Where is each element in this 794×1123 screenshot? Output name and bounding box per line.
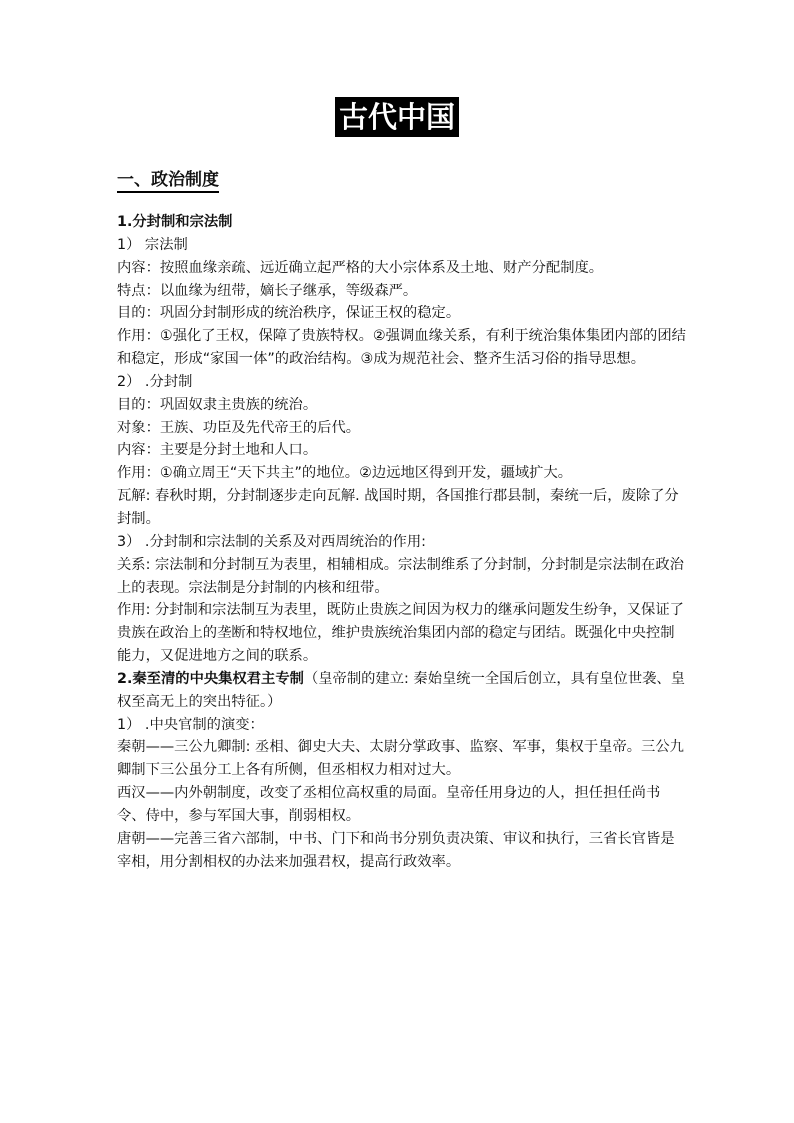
paragraph-text: 关系: 宗法制和分封制互为表里，相辅相成。宗法制维系了分封制，分封制是宗法制在政治上的表现。宗法制是分封制的内核和纽带。 — [117, 556, 684, 596]
paragraph-text: 秦朝——三公九卿制: 丞相、御史大夫、太尉分掌政事、监察、军事，集权于皇帝。三公九卿制下三公虽分工上各有所侧，但丞相权力相对过大。 — [117, 739, 684, 779]
paragraph — [117, 485, 687, 531]
paragraph-text: 唐朝——完善三省六部制，中书、门下和尚书分别负责决策、审议和执行，三省长官皆是宰相，用分割相权的办法来加强君权，提高行政效率。 — [117, 830, 675, 870]
paragraph — [117, 257, 687, 280]
section-heading: 一、政治制度 — [117, 167, 219, 193]
subheading-text: 1.分封制和宗法制 — [117, 214, 233, 230]
paragraph — [117, 211, 687, 234]
paragraph — [117, 599, 687, 668]
paragraph — [117, 394, 687, 417]
paragraph — [117, 531, 687, 554]
paragraph — [117, 439, 687, 462]
paragraph-text: 作用：①强化了王权，保障了贵族特权。②强调血缘关系，有利于统治集体集团内部的团结和稳定，形成“家国一体”的政治结构。③成为规范社会、整齐生活习俗的指导思想。 — [117, 328, 686, 368]
paragraph-text: 3） .分封制和宗法制的关系及对西周统治的作用: — [117, 533, 426, 550]
subheading-note: （皇帝制的建立: 秦始皇统一全国后创立，具有皇位世袭、皇权至高无上的突出特征。） — [117, 670, 686, 710]
paragraph-text: 瓦解: 春秋时期，分封制逐步走向瓦解. 战国时期，各国推行郡县制，秦统一后，废除了分封制。 — [117, 488, 679, 527]
paragraph — [117, 234, 687, 257]
paragraph — [117, 554, 687, 600]
paragraph-text: 西汉——内外朝制度，改变了丞相位高权重的局面。皇帝任用身边的人，担任担任尚书令、侍中，参与军国大事，削弱相权。 — [117, 785, 661, 824]
paragraph-text: 2） .分封制 — [117, 373, 193, 390]
paragraph-text: 内容：按照血缘亲疏、远近确立起严格的大小宗体系及土地、财产分配制度。 — [117, 259, 604, 276]
title-area — [0, 97, 794, 137]
page-title: 古代中国 — [335, 97, 459, 137]
paragraph — [117, 371, 687, 394]
paragraph-text: 1） .中央官制的演变： — [117, 716, 264, 733]
paragraph — [117, 302, 687, 325]
paragraph — [117, 280, 687, 303]
paragraph — [117, 714, 687, 737]
paragraph-text: 作用：①确立周王“天下共主”的地位。②边远地区得到开发，疆域扩大。 — [117, 465, 573, 482]
document-body — [117, 211, 687, 873]
paragraph — [117, 462, 687, 485]
paragraph — [117, 417, 687, 440]
paragraph-text: 对象：王族、功臣及先代帝王的后代。 — [117, 419, 361, 436]
paragraph — [117, 828, 687, 874]
paragraph — [117, 668, 687, 714]
paragraph — [117, 782, 687, 828]
paragraph — [117, 325, 687, 371]
subheading-text: 2.秦至清的中央集权君主专制 — [117, 670, 304, 687]
paragraph-text: 特点：以血缘为纽带，嫡长子继承，等级森严。 — [117, 282, 418, 299]
paragraph-text: 作用: 分封制和宗法制互为表里，既防止贵族之间因为权力的继承问题发生纷争，又保证了贵族在政治上的垄断和特权地位，维护贵族统治集团内部的稳定与团结。既强化中央控制能力，又促进地方之间的联系。 — [117, 602, 684, 665]
paragraph-text: 1） 宗法制 — [117, 236, 188, 253]
paragraph-text: 内容：主要是分封土地和人口。 — [117, 442, 318, 459]
paragraph-text: 目的：巩固分封制形成的统治秩序，保证王权的稳定。 — [117, 305, 461, 322]
paragraph — [117, 736, 687, 782]
paragraph-text: 目的：巩固奴隶主贵族的统治。 — [117, 396, 318, 413]
